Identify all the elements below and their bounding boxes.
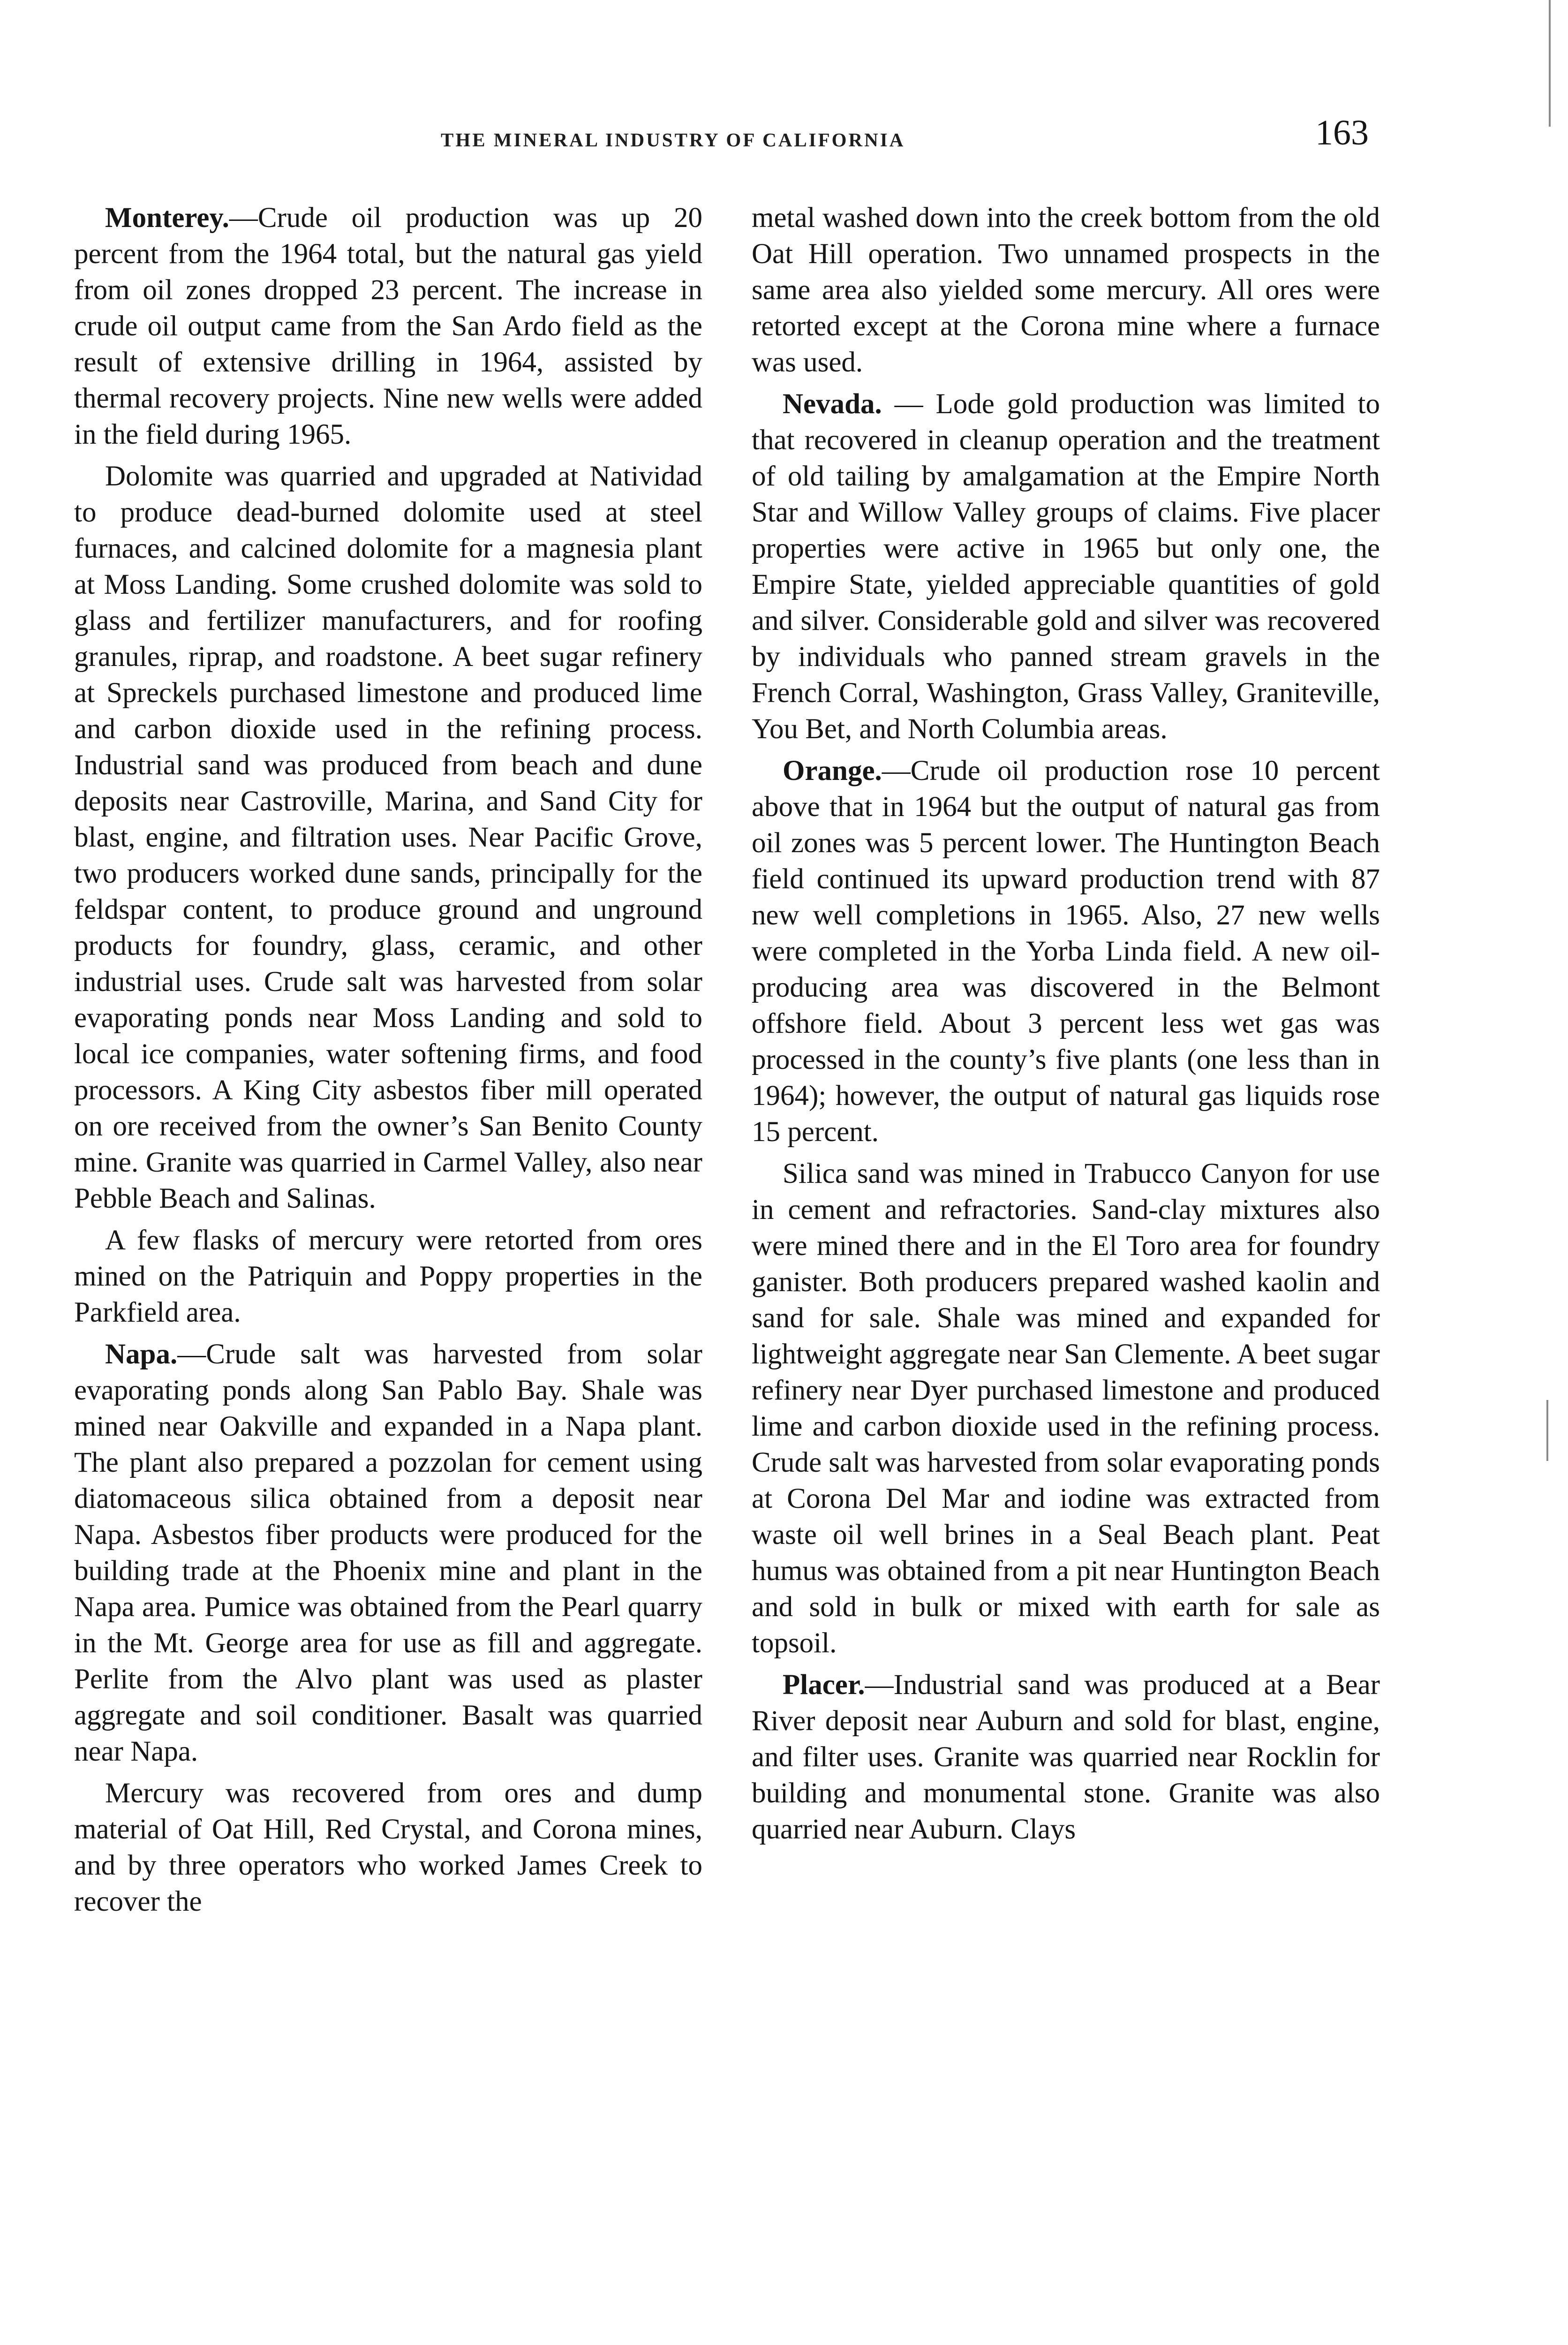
paragraph-orange-minerals: Silica sand was mined in Trabucco Canyon for use in cement and refractories. Sand-clay mixtures also were mined there and in the El Toro area for foundry ganister. Both producers prepared washed kaolin and sand for sale. Shale was mined and expanded for lightweight aggregate near San Clemente. A beet sugar refinery near Dyer purchased limestone and produced lime and carbon dioxide used in the refining process. Crude salt was harvested from solar evaporating ponds at Corona Del Mar and iodine was extracted from waste oil well brines in a Seal Beach plant. Peat humus was obtained from a pit near Huntington Beach and sold in bulk or mixed with earth for sale as topsoil.	[752, 1158, 1380, 1659]
section-heading-orange: Orange.	[783, 755, 882, 787]
section-heading-napa: Napa.	[105, 1339, 178, 1370]
paragraph-napa-mercury: Mercury was recovered from ores and dump material of Oat Hill, Red Crystal, and Corona mines, and by three operators who worked James Creek to recover the	[74, 1778, 702, 1917]
paragraph-monterey-mercury: A few flasks of mercury were retorted from ores mined on the Patriquin and Poppy properties in the Parkfield area.	[74, 1225, 702, 1328]
paragraph-text: —Crude oil production rose 10 percent above that in 1964 but the output of natural gas from oil zones was 5 percent lower. The Huntington Beach field continued its upward production trend with 87 new well completions in 1965. Also, 27 new wells were completed in the Yorba Linda field. A new oil-producing area was discovered in the Belmont offshore field. About 3 percent less wet gas was processed in the county’s five plants (one less than in 1964); however, the output of natural gas liquids rose 15 percent.	[752, 755, 1380, 1148]
section-heading-placer: Placer.	[783, 1669, 865, 1701]
paragraph-text: —Crude oil production was up 20 percent from the 1964 total, but the natural gas yield from oil zones dropped 23 percent. The increase in crude oil output came from the San Ardo field as the result of extensive drilling in 1964, assisted by thermal recovery projects. Nine new wells were added in the field during 1965.	[74, 202, 702, 450]
scan-edge-mark	[1549, 0, 1551, 127]
page-number: 163	[1315, 113, 1369, 152]
left-column	[74, 200, 702, 1925]
paragraph-text: —Crude salt was harvested from solar evaporating ponds along San Pablo Bay. Shale was mined near Oakville and expanded in a Napa plant. The plant also prepared a pozzolan for cement using diatomaceous silica obtained from a deposit near Napa. Asbestos fiber products were produced for the building trade at the Phoenix mine and plant in the Napa area. Pumice was obtained from the Pearl quarry in the Mt. George area for use as fill and aggregate. Perlite from the Alvo plant was used as plaster aggregate and soil conditioner. Basalt was quarried near Napa.	[74, 1339, 702, 1767]
running-head: THE MINERAL INDUSTRY OF CALIFORNIA	[441, 129, 905, 151]
paragraph-placer-minerals	[752, 1667, 1380, 1847]
section-heading-monterey: Monterey.	[105, 202, 229, 234]
paragraph-napa-mercury-continued: metal washed down into the creek bottom from the old Oat Hill operation. Two unnamed prospects in the same area also yielded some mercury. All ores were retorted except at the Corona mine where a furnace was used.	[752, 202, 1380, 378]
scan-edge-mark	[1546, 1400, 1548, 1461]
paragraph-nevada-gold	[752, 386, 1380, 747]
paragraph-monterey-minerals: Dolomite was quarried and upgraded at Natividad to produce dead-burned dolomite used at steel furnaces, and calcined dolomite for a magnesia plant at Moss Landing. Some crushed dolomite was sold to glass and fertilizer manufacturers, and for roofing granules, riprap, and roadstone. A beet sugar refinery at Spreckels purchased limestone and produced lime and carbon dioxide used in the refining process. Industrial sand was produced from beach and dune deposits near Castroville, Marina, and Sand City for blast, engine, and filtration uses. Near Pacific Grove, two producers worked dune sands, principally for the feldspar content, to produce ground and unground products for foundry, glass, ceramic, and other industrial uses. Crude salt was harvested from solar evaporating ponds near Moss Landing and sold to local ice companies, water softening firms, and food processors. A King City asbestos fiber mill operated on ore received from the owner’s San Benito County mine. Granite was quarried in Carmel Valley, also near Pebble Beach and Salinas.	[74, 461, 702, 1214]
paragraph-orange-oil	[752, 753, 1380, 1150]
section-heading-nevada: Nevada.	[783, 388, 882, 420]
paragraph-monterey-oil	[74, 200, 702, 453]
paragraph-napa-minerals	[74, 1336, 702, 1770]
right-column	[752, 200, 1380, 1853]
paragraph-text: — Lode gold production was limited to that recovered in cleanup operation and the treatment of old tailing by amalgamation at the Empire North Star and Willow Valley groups of claims. Five placer properties were active in 1965 but only one, the Empire State, yielded appreciable quantities of gold and silver. Considerable gold and silver was recovered by individuals who panned stream gravels in the French Corral, Washington, Grass Valley, Graniteville, You Bet, and North Columbia areas.	[752, 388, 1380, 745]
paragraph-text: —Industrial sand was produced at a Bear River deposit near Auburn and sold for blast, engine, and filter uses. Granite was quarried near Rocklin for building and monumental stone. Granite was also quarried near Auburn. Clays	[752, 1669, 1380, 1845]
